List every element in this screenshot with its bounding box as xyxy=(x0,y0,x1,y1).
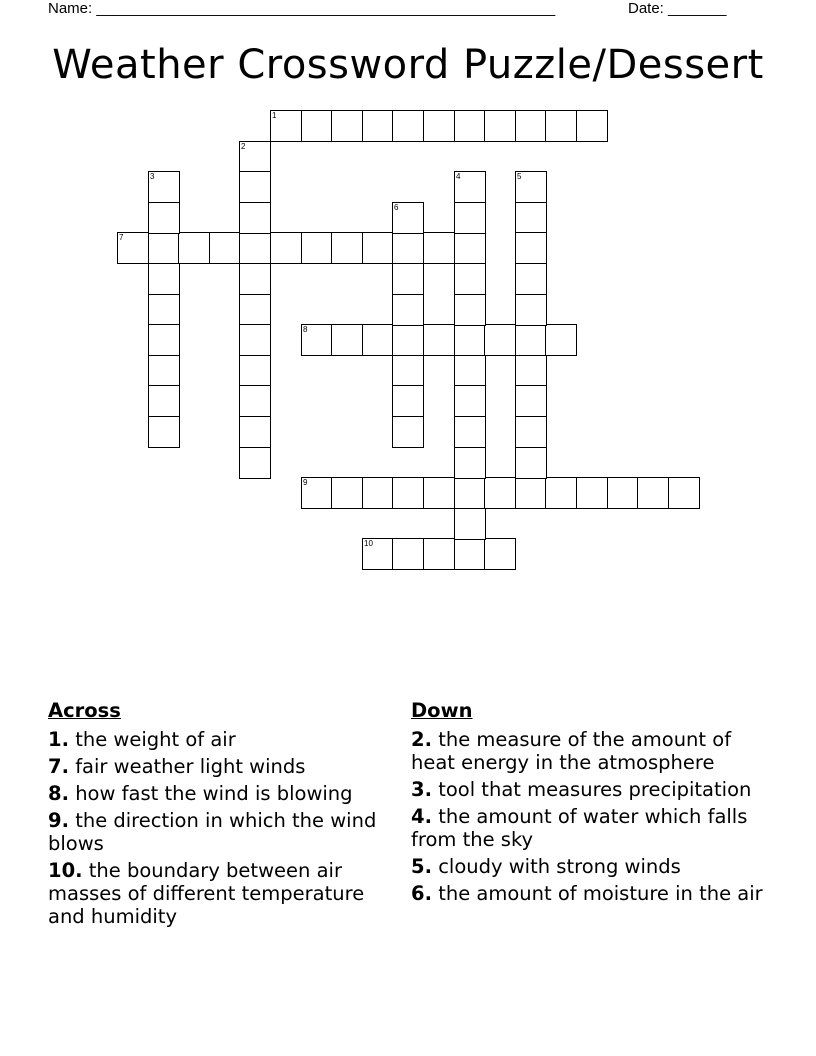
grid-cell[interactable] xyxy=(239,355,271,387)
clue-number: 4. xyxy=(411,805,432,828)
grid-cell[interactable] xyxy=(209,232,241,264)
down-clues xyxy=(411,700,773,909)
cell-number: 4 xyxy=(456,172,461,181)
grid-cell[interactable] xyxy=(515,477,547,509)
grid-cell[interactable] xyxy=(117,232,149,264)
grid-cell[interactable] xyxy=(239,416,271,448)
clue-across-8 xyxy=(48,782,398,805)
grid-cell[interactable] xyxy=(515,324,547,356)
cell-number: 5 xyxy=(517,172,522,181)
grid-cell[interactable] xyxy=(392,477,424,509)
grid-cell[interactable] xyxy=(484,324,516,356)
clue-text: how fast the wind is blowing xyxy=(75,782,353,805)
cell-number: 10 xyxy=(364,539,373,548)
clue-number: 3. xyxy=(411,778,432,801)
grid-cell[interactable] xyxy=(545,477,577,509)
across-clue-list xyxy=(48,728,398,928)
grid-cell[interactable] xyxy=(515,263,547,295)
cell-number: 8 xyxy=(303,325,308,334)
grid-cell[interactable] xyxy=(239,385,271,417)
grid-cell[interactable] xyxy=(454,324,486,356)
grid-cell[interactable] xyxy=(331,477,363,509)
grid-cell[interactable] xyxy=(423,232,455,264)
down-heading: Down xyxy=(411,699,473,722)
grid-cell[interactable] xyxy=(454,385,486,417)
grid-cell[interactable] xyxy=(454,538,486,570)
cell-number: 9 xyxy=(303,478,308,487)
cell-number: 1 xyxy=(272,111,277,120)
name-field-label: Name: _______________________________________________________ xyxy=(48,0,556,17)
grid-cell[interactable] xyxy=(301,110,333,142)
grid-cell[interactable] xyxy=(423,110,455,142)
clue-text: cloudy with strong winds xyxy=(438,855,681,878)
grid-cell[interactable] xyxy=(423,324,455,356)
grid-cell[interactable] xyxy=(392,110,424,142)
grid-cell[interactable] xyxy=(545,324,577,356)
grid-cell[interactable] xyxy=(515,385,547,417)
cell-number: 2 xyxy=(241,142,246,151)
grid-cell[interactable] xyxy=(545,110,577,142)
grid-cell[interactable] xyxy=(515,416,547,448)
grid-cell[interactable] xyxy=(454,477,486,509)
grid-cell[interactable] xyxy=(454,263,486,295)
grid-cell[interactable] xyxy=(454,294,486,326)
grid-cell[interactable] xyxy=(301,232,333,264)
grid-cell[interactable] xyxy=(392,202,424,234)
grid-cell[interactable] xyxy=(637,477,669,509)
grid-cell[interactable] xyxy=(515,202,547,234)
grid-cell[interactable] xyxy=(239,263,271,295)
grid-cell[interactable] xyxy=(148,232,180,264)
clue-text: the amount of moisture in the air xyxy=(438,882,763,905)
across-heading: Across xyxy=(48,699,121,722)
grid-cell[interactable] xyxy=(515,294,547,326)
grid-cell[interactable] xyxy=(392,263,424,295)
grid-cell[interactable] xyxy=(484,538,516,570)
page-title: Weather Crossword Puzzle/Dessert xyxy=(52,42,764,88)
grid-cell[interactable] xyxy=(454,416,486,448)
clue-number: 7. xyxy=(48,755,69,778)
grid-cell[interactable] xyxy=(331,324,363,356)
across-clues xyxy=(48,700,398,932)
clue-number: 10. xyxy=(48,859,83,882)
grid-cell[interactable] xyxy=(239,141,271,173)
clue-across-1 xyxy=(48,728,398,751)
grid-cell[interactable] xyxy=(392,355,424,387)
grid-cell[interactable] xyxy=(148,202,180,234)
cell-number: 7 xyxy=(119,233,124,242)
grid-cell[interactable] xyxy=(454,171,486,203)
grid-cell[interactable] xyxy=(270,110,302,142)
grid-cell[interactable] xyxy=(148,324,180,356)
grid-cell[interactable] xyxy=(239,171,271,203)
clue-text: the boundary between air masses of different temperature and humidity xyxy=(48,859,365,928)
clue-number: 8. xyxy=(48,782,69,805)
grid-cell[interactable] xyxy=(454,110,486,142)
clue-across-7 xyxy=(48,755,398,778)
grid-cell[interactable] xyxy=(515,171,547,203)
grid-cell[interactable] xyxy=(331,232,363,264)
grid-cell[interactable] xyxy=(148,263,180,295)
grid-cell[interactable] xyxy=(515,232,547,264)
grid-cell[interactable] xyxy=(454,232,486,264)
clue-text: the weight of air xyxy=(75,728,236,751)
grid-cell[interactable] xyxy=(392,538,424,570)
grid-cell[interactable] xyxy=(392,294,424,326)
grid-cell[interactable] xyxy=(148,171,180,203)
grid-cell[interactable] xyxy=(484,477,516,509)
grid-cell[interactable] xyxy=(576,110,608,142)
clue-down-2 xyxy=(411,728,773,774)
grid-cell[interactable] xyxy=(148,385,180,417)
grid-cell[interactable] xyxy=(239,294,271,326)
grid-cell[interactable] xyxy=(148,416,180,448)
grid-cell[interactable] xyxy=(515,447,547,479)
clue-number: 6. xyxy=(411,882,432,905)
grid-cell[interactable] xyxy=(454,202,486,234)
clue-text: the direction in which the wind blows xyxy=(48,809,377,855)
grid-cell[interactable] xyxy=(239,447,271,479)
clue-number: 2. xyxy=(411,728,432,751)
grid-cell[interactable] xyxy=(392,324,424,356)
grid-cell[interactable] xyxy=(239,202,271,234)
grid-cell[interactable] xyxy=(148,294,180,326)
clue-text: tool that measures precipitation xyxy=(438,778,752,801)
grid-cell[interactable] xyxy=(484,110,516,142)
grid-cell[interactable] xyxy=(607,477,639,509)
grid-cell[interactable] xyxy=(331,110,363,142)
grid-cell[interactable] xyxy=(178,232,210,264)
clue-down-3 xyxy=(411,778,773,801)
grid-cell[interactable] xyxy=(454,355,486,387)
grid-cell[interactable] xyxy=(392,416,424,448)
grid-cell[interactable] xyxy=(454,508,486,540)
grid-cell[interactable] xyxy=(362,232,394,264)
clue-down-5 xyxy=(411,855,773,878)
clue-number: 1. xyxy=(48,728,69,751)
clue-text: the measure of the amount of heat energy in the atmosphere xyxy=(411,728,732,774)
clue-across-10 xyxy=(48,859,398,928)
grid-cell[interactable] xyxy=(270,232,302,264)
grid-cell[interactable] xyxy=(576,477,608,509)
grid-cell[interactable] xyxy=(668,477,700,509)
clue-text: fair weather light winds xyxy=(75,755,306,778)
grid-cell[interactable] xyxy=(515,110,547,142)
clue-text: the amount of water which falls from the sky xyxy=(411,805,748,851)
grid-cell[interactable] xyxy=(362,477,394,509)
grid-cell[interactable] xyxy=(454,447,486,479)
clue-down-6 xyxy=(411,882,773,905)
grid-cell[interactable] xyxy=(392,385,424,417)
grid-cell[interactable] xyxy=(362,538,394,570)
grid-cell[interactable] xyxy=(515,355,547,387)
grid-cell[interactable] xyxy=(423,538,455,570)
cell-number: 3 xyxy=(150,172,155,181)
clue-number: 9. xyxy=(48,809,69,832)
grid-cell[interactable] xyxy=(239,324,271,356)
grid-cell[interactable] xyxy=(362,110,394,142)
date-field-label: Date: _______ xyxy=(628,0,727,17)
grid-cell[interactable] xyxy=(301,324,333,356)
grid-cell[interactable] xyxy=(239,232,271,264)
cell-number: 6 xyxy=(394,203,399,212)
grid-cell[interactable] xyxy=(362,324,394,356)
grid-cell[interactable] xyxy=(423,477,455,509)
grid-cell[interactable] xyxy=(301,477,333,509)
clue-across-9 xyxy=(48,809,398,855)
grid-cell[interactable] xyxy=(148,355,180,387)
clue-number: 5. xyxy=(411,855,432,878)
clue-down-4 xyxy=(411,805,773,851)
grid-cell[interactable] xyxy=(392,232,424,264)
down-clue-list xyxy=(411,728,773,905)
